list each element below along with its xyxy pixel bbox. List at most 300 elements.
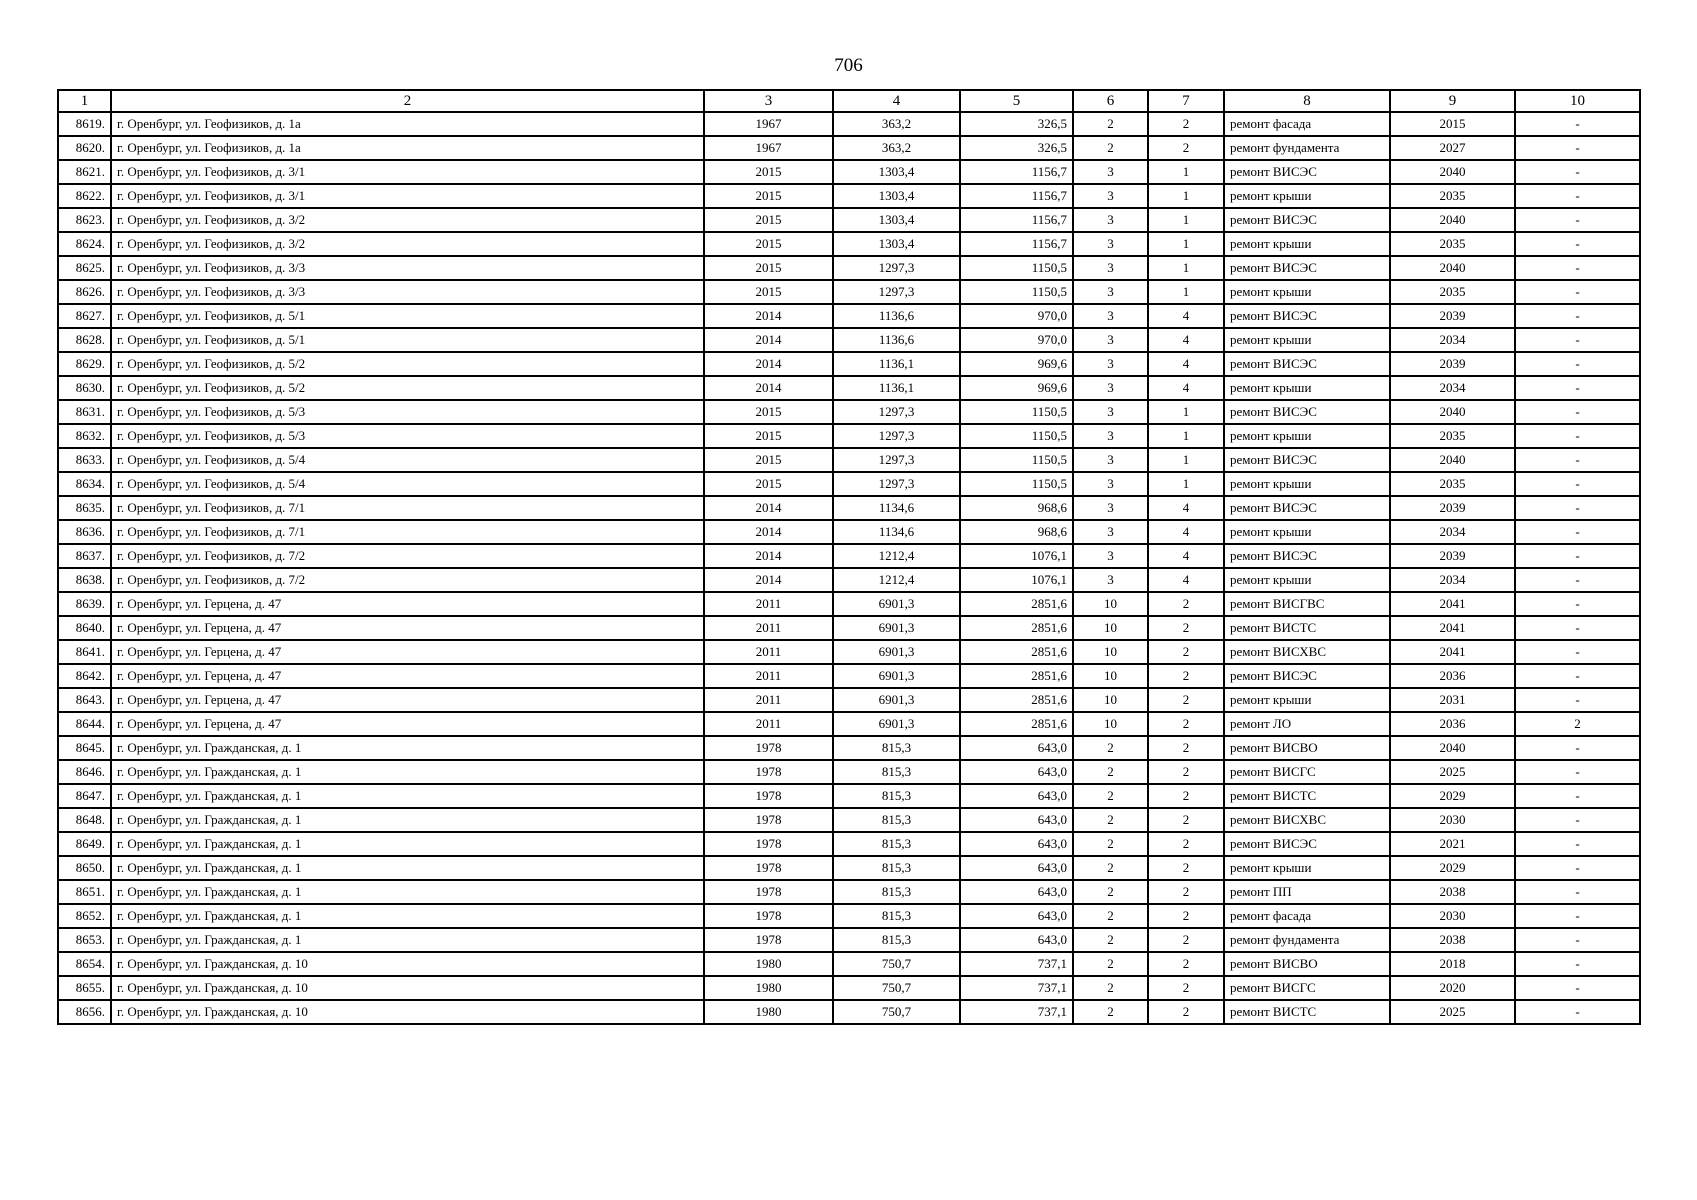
cell-total-area: 363,2 — [833, 136, 960, 160]
cell-total-area: 815,3 — [833, 880, 960, 904]
cell-row-number: 8637. — [58, 544, 111, 568]
column-header-4: 4 — [833, 90, 960, 112]
cell-living-area: 1150,5 — [960, 424, 1073, 448]
cell-work-type: ремонт ВИСЭС — [1224, 256, 1390, 280]
cell-work-type: ремонт крыши — [1224, 184, 1390, 208]
cell-address: г. Оренбург, ул. Геофизиков, д. 5/4 — [111, 472, 704, 496]
cell-extra-value: - — [1515, 208, 1640, 232]
cell-total-area: 815,3 — [833, 784, 960, 808]
cell-floors: 3 — [1073, 280, 1148, 304]
cell-address: г. Оренбург, ул. Геофизиков, д. 3/1 — [111, 184, 704, 208]
cell-row-number: 8630. — [58, 376, 111, 400]
cell-floors: 10 — [1073, 712, 1148, 736]
column-header-10: 10 — [1515, 90, 1640, 112]
cell-entrances: 4 — [1148, 352, 1224, 376]
cell-entrances: 2 — [1148, 688, 1224, 712]
cell-total-area: 1136,6 — [833, 328, 960, 352]
cell-address: г. Оренбург, ул. Геофизиков, д. 3/2 — [111, 232, 704, 256]
cell-entrances: 1 — [1148, 448, 1224, 472]
cell-build-year: 2014 — [704, 544, 833, 568]
cell-floors: 3 — [1073, 544, 1148, 568]
cell-floors: 3 — [1073, 304, 1148, 328]
cell-floors: 3 — [1073, 568, 1148, 592]
cell-entrances: 4 — [1148, 496, 1224, 520]
table-row — [58, 664, 1640, 688]
cell-floors: 3 — [1073, 256, 1148, 280]
cell-build-year: 2014 — [704, 376, 833, 400]
cell-total-area: 815,3 — [833, 808, 960, 832]
cell-build-year: 2014 — [704, 496, 833, 520]
cell-address: г. Оренбург, ул. Геофизиков, д. 3/3 — [111, 256, 704, 280]
cell-address: г. Оренбург, ул. Гражданская, д. 1 — [111, 904, 704, 928]
cell-total-area: 1134,6 — [833, 520, 960, 544]
cell-floors: 3 — [1073, 184, 1148, 208]
cell-row-number: 8623. — [58, 208, 111, 232]
cell-total-area: 1136,6 — [833, 304, 960, 328]
cell-repair-year: 2020 — [1390, 976, 1515, 1000]
cell-row-number: 8629. — [58, 352, 111, 376]
cell-row-number: 8633. — [58, 448, 111, 472]
cell-entrances: 2 — [1148, 736, 1224, 760]
cell-entrances: 1 — [1148, 472, 1224, 496]
cell-extra-value: - — [1515, 472, 1640, 496]
cell-floors: 3 — [1073, 496, 1148, 520]
cell-repair-year: 2039 — [1390, 496, 1515, 520]
cell-address: г. Оренбург, ул. Геофизиков, д. 1а — [111, 136, 704, 160]
cell-extra-value: - — [1515, 496, 1640, 520]
cell-entrances: 1 — [1148, 256, 1224, 280]
column-header-2: 2 — [111, 90, 704, 112]
cell-extra-value: - — [1515, 448, 1640, 472]
cell-row-number: 8624. — [58, 232, 111, 256]
cell-build-year: 2015 — [704, 256, 833, 280]
cell-build-year: 2015 — [704, 424, 833, 448]
cell-repair-year: 2030 — [1390, 808, 1515, 832]
cell-repair-year: 2034 — [1390, 520, 1515, 544]
cell-entrances: 1 — [1148, 424, 1224, 448]
cell-living-area: 643,0 — [960, 856, 1073, 880]
cell-extra-value: - — [1515, 928, 1640, 952]
cell-build-year: 1980 — [704, 952, 833, 976]
cell-total-area: 1136,1 — [833, 352, 960, 376]
cell-floors: 3 — [1073, 328, 1148, 352]
cell-living-area: 1150,5 — [960, 400, 1073, 424]
cell-living-area: 643,0 — [960, 832, 1073, 856]
cell-address: г. Оренбург, ул. Гражданская, д. 1 — [111, 760, 704, 784]
cell-living-area: 969,6 — [960, 352, 1073, 376]
cell-total-area: 815,3 — [833, 760, 960, 784]
cell-total-area: 815,3 — [833, 832, 960, 856]
cell-living-area: 643,0 — [960, 760, 1073, 784]
cell-repair-year: 2035 — [1390, 424, 1515, 448]
cell-total-area: 1303,4 — [833, 208, 960, 232]
cell-entrances: 2 — [1148, 592, 1224, 616]
cell-repair-year: 2036 — [1390, 664, 1515, 688]
cell-work-type: ремонт крыши — [1224, 568, 1390, 592]
cell-total-area: 6901,3 — [833, 616, 960, 640]
table-row — [58, 712, 1640, 736]
table-row — [58, 232, 1640, 256]
cell-total-area: 1297,3 — [833, 448, 960, 472]
cell-repair-year: 2031 — [1390, 688, 1515, 712]
table-row — [58, 688, 1640, 712]
cell-repair-year: 2035 — [1390, 232, 1515, 256]
cell-row-number: 8625. — [58, 256, 111, 280]
cell-total-area: 815,3 — [833, 904, 960, 928]
cell-total-area: 815,3 — [833, 856, 960, 880]
cell-repair-year: 2040 — [1390, 160, 1515, 184]
cell-floors: 2 — [1073, 808, 1148, 832]
table-row — [58, 400, 1640, 424]
cell-row-number: 8634. — [58, 472, 111, 496]
table-row — [58, 352, 1640, 376]
cell-total-area: 750,7 — [833, 976, 960, 1000]
cell-living-area: 643,0 — [960, 736, 1073, 760]
cell-floors: 10 — [1073, 664, 1148, 688]
cell-extra-value: - — [1515, 568, 1640, 592]
cell-floors: 2 — [1073, 928, 1148, 952]
cell-work-type: ремонт фундамента — [1224, 928, 1390, 952]
cell-address: г. Оренбург, ул. Геофизиков, д. 5/3 — [111, 400, 704, 424]
cell-work-type: ремонт ВИСХВС — [1224, 640, 1390, 664]
cell-work-type: ремонт ВИСЭС — [1224, 544, 1390, 568]
cell-build-year: 2011 — [704, 664, 833, 688]
cell-repair-year: 2036 — [1390, 712, 1515, 736]
cell-extra-value: - — [1515, 856, 1640, 880]
table-row — [58, 952, 1640, 976]
cell-build-year: 2015 — [704, 208, 833, 232]
cell-total-area: 1134,6 — [833, 496, 960, 520]
cell-repair-year: 2034 — [1390, 328, 1515, 352]
table-row — [58, 376, 1640, 400]
cell-work-type: ремонт ВИСТС — [1224, 784, 1390, 808]
cell-row-number: 8638. — [58, 568, 111, 592]
cell-row-number: 8646. — [58, 760, 111, 784]
table-row — [58, 112, 1640, 136]
column-header-1: 1 — [58, 90, 111, 112]
cell-extra-value: - — [1515, 952, 1640, 976]
cell-extra-value: - — [1515, 784, 1640, 808]
cell-address: г. Оренбург, ул. Гражданская, д. 1 — [111, 784, 704, 808]
cell-entrances: 1 — [1148, 232, 1224, 256]
repair-schedule-table — [57, 89, 1641, 1025]
cell-living-area: 2851,6 — [960, 712, 1073, 736]
cell-build-year: 1967 — [704, 136, 833, 160]
cell-entrances: 2 — [1148, 136, 1224, 160]
cell-work-type: ремонт фасада — [1224, 112, 1390, 136]
cell-living-area: 326,5 — [960, 112, 1073, 136]
cell-entrances: 2 — [1148, 616, 1224, 640]
cell-extra-value: - — [1515, 832, 1640, 856]
cell-extra-value: - — [1515, 640, 1640, 664]
cell-repair-year: 2035 — [1390, 184, 1515, 208]
cell-floors: 3 — [1073, 160, 1148, 184]
table-row — [58, 472, 1640, 496]
cell-row-number: 8645. — [58, 736, 111, 760]
cell-floors: 2 — [1073, 952, 1148, 976]
header-row — [58, 90, 1640, 112]
cell-entrances: 2 — [1148, 712, 1224, 736]
cell-address: г. Оренбург, ул. Герцена, д. 47 — [111, 592, 704, 616]
cell-extra-value: - — [1515, 808, 1640, 832]
cell-living-area: 1076,1 — [960, 568, 1073, 592]
cell-repair-year: 2041 — [1390, 640, 1515, 664]
cell-entrances: 1 — [1148, 280, 1224, 304]
cell-total-area: 815,3 — [833, 736, 960, 760]
cell-living-area: 1156,7 — [960, 160, 1073, 184]
cell-entrances: 2 — [1148, 664, 1224, 688]
column-header-3: 3 — [704, 90, 833, 112]
table-row — [58, 160, 1640, 184]
table-body — [58, 112, 1640, 1024]
cell-work-type: ремонт крыши — [1224, 328, 1390, 352]
cell-entrances: 2 — [1148, 1000, 1224, 1024]
cell-extra-value: - — [1515, 736, 1640, 760]
cell-repair-year: 2041 — [1390, 616, 1515, 640]
table-row — [58, 760, 1640, 784]
table-row — [58, 592, 1640, 616]
cell-floors: 2 — [1073, 784, 1148, 808]
cell-row-number: 8621. — [58, 160, 111, 184]
cell-extra-value: - — [1515, 112, 1640, 136]
cell-address: г. Оренбург, ул. Гражданская, д. 1 — [111, 808, 704, 832]
cell-floors: 3 — [1073, 424, 1148, 448]
page-number: 706 — [834, 55, 863, 76]
table-row — [58, 520, 1640, 544]
cell-extra-value: - — [1515, 544, 1640, 568]
cell-work-type: ремонт ВИСЭС — [1224, 352, 1390, 376]
cell-address: г. Оренбург, ул. Геофизиков, д. 7/1 — [111, 496, 704, 520]
cell-total-area: 1136,1 — [833, 376, 960, 400]
cell-living-area: 2851,6 — [960, 616, 1073, 640]
cell-total-area: 363,2 — [833, 112, 960, 136]
cell-extra-value: - — [1515, 256, 1640, 280]
cell-address: г. Оренбург, ул. Гражданская, д. 1 — [111, 832, 704, 856]
cell-extra-value: - — [1515, 328, 1640, 352]
cell-build-year: 2015 — [704, 448, 833, 472]
cell-row-number: 8644. — [58, 712, 111, 736]
cell-address: г. Оренбург, ул. Герцена, д. 47 — [111, 616, 704, 640]
column-header-5: 5 — [960, 90, 1073, 112]
cell-repair-year: 2039 — [1390, 352, 1515, 376]
cell-row-number: 8640. — [58, 616, 111, 640]
cell-build-year: 2011 — [704, 592, 833, 616]
cell-row-number: 8636. — [58, 520, 111, 544]
table-row — [58, 976, 1640, 1000]
cell-extra-value: - — [1515, 664, 1640, 688]
cell-repair-year: 2040 — [1390, 208, 1515, 232]
cell-row-number: 8619. — [58, 112, 111, 136]
cell-repair-year: 2035 — [1390, 472, 1515, 496]
cell-floors: 2 — [1073, 880, 1148, 904]
cell-repair-year: 2035 — [1390, 280, 1515, 304]
cell-row-number: 8622. — [58, 184, 111, 208]
table-row — [58, 616, 1640, 640]
cell-build-year: 2014 — [704, 352, 833, 376]
cell-build-year: 1980 — [704, 976, 833, 1000]
cell-address: г. Оренбург, ул. Геофизиков, д. 3/2 — [111, 208, 704, 232]
cell-build-year: 2015 — [704, 400, 833, 424]
cell-address: г. Оренбург, ул. Гражданская, д. 1 — [111, 880, 704, 904]
cell-living-area: 643,0 — [960, 880, 1073, 904]
cell-address: г. Оренбург, ул. Герцена, д. 47 — [111, 688, 704, 712]
cell-extra-value: - — [1515, 880, 1640, 904]
cell-living-area: 1156,7 — [960, 232, 1073, 256]
table-row — [58, 256, 1640, 280]
table-row — [58, 544, 1640, 568]
cell-row-number: 8643. — [58, 688, 111, 712]
cell-repair-year: 2040 — [1390, 736, 1515, 760]
cell-address: г. Оренбург, ул. Геофизиков, д. 7/2 — [111, 568, 704, 592]
cell-repair-year: 2041 — [1390, 592, 1515, 616]
cell-entrances: 4 — [1148, 520, 1224, 544]
cell-build-year: 2011 — [704, 688, 833, 712]
cell-work-type: ремонт фундамента — [1224, 136, 1390, 160]
table-row — [58, 640, 1640, 664]
table-row — [58, 880, 1640, 904]
table-row — [58, 328, 1640, 352]
cell-living-area: 2851,6 — [960, 664, 1073, 688]
table-row — [58, 736, 1640, 760]
cell-total-area: 6901,3 — [833, 712, 960, 736]
cell-total-area: 1297,3 — [833, 472, 960, 496]
cell-total-area: 1303,4 — [833, 232, 960, 256]
cell-work-type: ремонт крыши — [1224, 424, 1390, 448]
table-row — [58, 208, 1640, 232]
cell-entrances: 4 — [1148, 376, 1224, 400]
cell-work-type: ремонт ВИСЭС — [1224, 496, 1390, 520]
cell-work-type: ремонт крыши — [1224, 280, 1390, 304]
table-row — [58, 568, 1640, 592]
cell-total-area: 1303,4 — [833, 160, 960, 184]
cell-repair-year: 2038 — [1390, 928, 1515, 952]
cell-living-area: 643,0 — [960, 928, 1073, 952]
table-row — [58, 136, 1640, 160]
cell-address: г. Оренбург, ул. Герцена, д. 47 — [111, 640, 704, 664]
cell-extra-value: - — [1515, 520, 1640, 544]
cell-floors: 2 — [1073, 136, 1148, 160]
cell-build-year: 1978 — [704, 784, 833, 808]
cell-repair-year: 2040 — [1390, 448, 1515, 472]
cell-extra-value: - — [1515, 280, 1640, 304]
cell-total-area: 1297,3 — [833, 400, 960, 424]
cell-living-area: 969,6 — [960, 376, 1073, 400]
cell-work-type: ремонт ВИСЭС — [1224, 208, 1390, 232]
cell-extra-value: - — [1515, 688, 1640, 712]
cell-work-type: ремонт ВИСГС — [1224, 976, 1390, 1000]
cell-extra-value: - — [1515, 160, 1640, 184]
cell-work-type: ремонт крыши — [1224, 472, 1390, 496]
cell-work-type: ремонт ВИСЭС — [1224, 664, 1390, 688]
cell-floors: 2 — [1073, 904, 1148, 928]
cell-address: г. Оренбург, ул. Гражданская, д. 10 — [111, 952, 704, 976]
cell-floors: 3 — [1073, 520, 1148, 544]
table-row — [58, 424, 1640, 448]
cell-floors: 2 — [1073, 976, 1148, 1000]
cell-row-number: 8651. — [58, 880, 111, 904]
table-row — [58, 448, 1640, 472]
cell-build-year: 2015 — [704, 184, 833, 208]
cell-row-number: 8653. — [58, 928, 111, 952]
cell-build-year: 1967 — [704, 112, 833, 136]
cell-build-year: 2015 — [704, 232, 833, 256]
cell-repair-year: 2040 — [1390, 400, 1515, 424]
cell-floors: 3 — [1073, 400, 1148, 424]
cell-floors: 3 — [1073, 448, 1148, 472]
cell-build-year: 2011 — [704, 640, 833, 664]
cell-row-number: 8620. — [58, 136, 111, 160]
cell-extra-value: - — [1515, 232, 1640, 256]
cell-living-area: 1076,1 — [960, 544, 1073, 568]
cell-living-area: 1156,7 — [960, 208, 1073, 232]
cell-living-area: 1150,5 — [960, 280, 1073, 304]
cell-build-year: 2015 — [704, 472, 833, 496]
cell-total-area: 1297,3 — [833, 280, 960, 304]
cell-build-year: 1978 — [704, 856, 833, 880]
cell-build-year: 1978 — [704, 928, 833, 952]
cell-work-type: ремонт ВИСЭС — [1224, 448, 1390, 472]
cell-address: г. Оренбург, ул. Геофизиков, д. 5/2 — [111, 352, 704, 376]
cell-build-year: 1978 — [704, 808, 833, 832]
cell-row-number: 8635. — [58, 496, 111, 520]
cell-extra-value: - — [1515, 976, 1640, 1000]
cell-total-area: 1303,4 — [833, 184, 960, 208]
cell-row-number: 8627. — [58, 304, 111, 328]
cell-entrances: 4 — [1148, 304, 1224, 328]
cell-work-type: ремонт ПП — [1224, 880, 1390, 904]
cell-build-year: 1978 — [704, 832, 833, 856]
cell-build-year: 1980 — [704, 1000, 833, 1024]
cell-row-number: 8641. — [58, 640, 111, 664]
table-row — [58, 904, 1640, 928]
cell-build-year: 1978 — [704, 904, 833, 928]
cell-entrances: 2 — [1148, 976, 1224, 1000]
cell-work-type: ремонт крыши — [1224, 232, 1390, 256]
cell-repair-year: 2027 — [1390, 136, 1515, 160]
cell-work-type: ремонт ВИСЭС — [1224, 832, 1390, 856]
table-row — [58, 832, 1640, 856]
cell-address: г. Оренбург, ул. Геофизиков, д. 7/1 — [111, 520, 704, 544]
cell-row-number: 8650. — [58, 856, 111, 880]
cell-work-type: ремонт ВИСЭС — [1224, 160, 1390, 184]
cell-repair-year: 2034 — [1390, 376, 1515, 400]
cell-entrances: 2 — [1148, 760, 1224, 784]
cell-repair-year: 2040 — [1390, 256, 1515, 280]
cell-work-type: ремонт крыши — [1224, 856, 1390, 880]
cell-living-area: 737,1 — [960, 976, 1073, 1000]
cell-address: г. Оренбург, ул. Герцена, д. 47 — [111, 712, 704, 736]
cell-build-year: 1978 — [704, 736, 833, 760]
cell-address: г. Оренбург, ул. Гражданская, д. 10 — [111, 976, 704, 1000]
cell-entrances: 2 — [1148, 952, 1224, 976]
cell-total-area: 1212,4 — [833, 568, 960, 592]
cell-work-type: ремонт крыши — [1224, 688, 1390, 712]
cell-address: г. Оренбург, ул. Геофизиков, д. 5/1 — [111, 328, 704, 352]
cell-work-type: ремонт ВИСЭС — [1224, 304, 1390, 328]
cell-extra-value: 2 — [1515, 712, 1640, 736]
cell-extra-value: - — [1515, 184, 1640, 208]
cell-build-year: 2011 — [704, 616, 833, 640]
cell-build-year: 2014 — [704, 304, 833, 328]
cell-total-area: 6901,3 — [833, 664, 960, 688]
cell-total-area: 1212,4 — [833, 544, 960, 568]
cell-living-area: 643,0 — [960, 904, 1073, 928]
table-row — [58, 280, 1640, 304]
cell-work-type: ремонт фасада — [1224, 904, 1390, 928]
table-header — [58, 90, 1640, 112]
cell-living-area: 326,5 — [960, 136, 1073, 160]
cell-address: г. Оренбург, ул. Геофизиков, д. 3/1 — [111, 160, 704, 184]
